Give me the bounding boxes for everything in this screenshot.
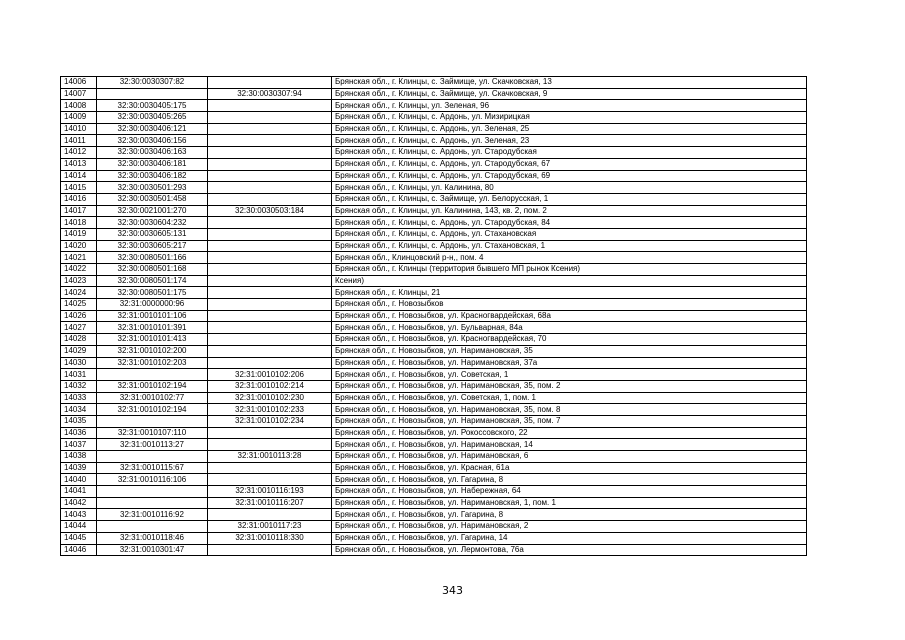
cadastral-number-cell: 32:30:0080501:166 [97,252,208,264]
address-cell: Брянская обл., г. Клинцы, с. Ардонь, ул. Стародубская, 67 [332,158,807,170]
table-row [61,334,807,346]
address-cell: Брянская обл., г. Новозыбков, ул. Наримановская, 35, пом. 2 [332,380,807,392]
table-row [61,205,807,217]
row-number-cell: 14017 [61,205,97,217]
address-cell: Ксения) [332,275,807,287]
registry-table-body [61,77,807,556]
cadastral-number-cell: 32:31:0010102:194 [97,380,208,392]
parent-cadastral-number-cell [208,193,332,205]
address-cell: Брянская обл., г. Клинцы, с. Ардонь, ул. Стародубская, 69 [332,170,807,182]
row-number-cell: 14025 [61,299,97,311]
cadastral-number-cell [97,521,208,533]
parent-cadastral-number-cell: 32:31:0010117:23 [208,521,332,533]
table-row [61,147,807,159]
cadastral-number-cell: 32:30:0030501:458 [97,193,208,205]
address-cell: Брянская обл., г. Новозыбков, ул. Красногвардейская, 68а [332,310,807,322]
parent-cadastral-number-cell [208,77,332,89]
table-row [61,404,807,416]
row-number-cell: 14012 [61,147,97,159]
parent-cadastral-number-cell: 32:30:0030503:184 [208,205,332,217]
row-number-cell: 14014 [61,170,97,182]
row-number-cell: 14046 [61,544,97,556]
table-row [61,544,807,556]
parent-cadastral-number-cell [208,357,332,369]
table-row [61,100,807,112]
parent-cadastral-number-cell [208,182,332,194]
parent-cadastral-number-cell [208,544,332,556]
parent-cadastral-number-cell [208,310,332,322]
address-cell: Брянская обл., г. Клинцы, с. Ардонь, ул. Зеленая, 25 [332,123,807,135]
cadastral-number-cell [97,369,208,381]
parent-cadastral-number-cell [208,217,332,229]
cadastral-number-cell: 32:31:0010118:46 [97,532,208,544]
table-row [61,123,807,135]
address-cell: Брянская обл., г. Клинцы, с. Ардонь, ул. Зеленая, 23 [332,135,807,147]
table-row [61,275,807,287]
address-cell: Брянская обл., г. Новозыбков, ул. Наримановская, 14 [332,439,807,451]
parent-cadastral-number-cell [208,100,332,112]
cadastral-number-cell: 32:30:0030406:182 [97,170,208,182]
cadastral-number-cell: 32:31:0010102:77 [97,392,208,404]
parent-cadastral-number-cell [208,228,332,240]
address-cell: Брянская обл., г. Клинцы, с. Займище, ул. Скачковская, 9 [332,88,807,100]
parent-cadastral-number-cell: 32:31:0010116:193 [208,486,332,498]
table-row [61,182,807,194]
cadastral-number-cell [97,415,208,427]
table-row [61,264,807,276]
row-number-cell: 14044 [61,521,97,533]
cadastral-number-cell: 32:30:0021001:270 [97,205,208,217]
address-cell: Брянская обл., г. Клинцы, с. Займище, ул. Скачковская, 13 [332,77,807,89]
table-row [61,77,807,89]
table-row [61,474,807,486]
row-number-cell: 14009 [61,112,97,124]
parent-cadastral-number-cell [208,123,332,135]
cadastral-number-cell: 32:31:0010101:413 [97,334,208,346]
row-number-cell: 14013 [61,158,97,170]
cadastral-number-cell: 32:31:0010102:194 [97,404,208,416]
cadastral-number-cell: 32:30:0030406:163 [97,147,208,159]
address-cell: Брянская обл., г. Новозыбков, ул. Бульварная, 84а [332,322,807,334]
row-number-cell: 14034 [61,404,97,416]
parent-cadastral-number-cell [208,334,332,346]
cadastral-number-cell [97,497,208,509]
address-cell: Брянская обл., г. Клинцы, с. Ардонь, ул. Мизирицкая [332,112,807,124]
parent-cadastral-number-cell [208,240,332,252]
row-number-cell: 14008 [61,100,97,112]
parent-cadastral-number-cell [208,509,332,521]
parent-cadastral-number-cell [208,135,332,147]
cadastral-number-cell: 32:31:0010116:92 [97,509,208,521]
parent-cadastral-number-cell [208,112,332,124]
address-cell: Брянская обл., г. Новозыбков, ул. Набережная, 64 [332,486,807,498]
cadastral-number-cell: 32:31:0010301:47 [97,544,208,556]
table-row [61,112,807,124]
row-number-cell: 14024 [61,287,97,299]
parent-cadastral-number-cell [208,287,332,299]
address-cell: Брянская обл., г. Клинцы, 21 [332,287,807,299]
table-row [61,439,807,451]
row-number-cell: 14007 [61,88,97,100]
parent-cadastral-number-cell [208,147,332,159]
row-number-cell: 14029 [61,345,97,357]
row-number-cell: 14042 [61,497,97,509]
table-row [61,322,807,334]
cadastral-number-cell: 32:30:0030405:265 [97,112,208,124]
address-cell: Брянская обл., Клинцовский р-н,, пом. 4 [332,252,807,264]
table-row [61,521,807,533]
row-number-cell: 14040 [61,474,97,486]
parent-cadastral-number-cell [208,322,332,334]
row-number-cell: 14030 [61,357,97,369]
table-row [61,369,807,381]
cadastral-number-cell: 32:30:0030406:156 [97,135,208,147]
row-number-cell: 14039 [61,462,97,474]
parent-cadastral-number-cell: 32:31:0010116:207 [208,497,332,509]
cadastral-number-cell: 32:30:0030605:217 [97,240,208,252]
cadastral-number-cell: 32:31:0010113:27 [97,439,208,451]
address-cell: Брянская обл., г. Новозыбков, ул. Наримановская, 2 [332,521,807,533]
parent-cadastral-number-cell [208,170,332,182]
row-number-cell: 14010 [61,123,97,135]
row-number-cell: 14036 [61,427,97,439]
address-cell: Брянская обл., г. Клинцы, ул. Зеленая, 96 [332,100,807,112]
row-number-cell: 14026 [61,310,97,322]
cadastral-number-cell: 32:30:0030501:293 [97,182,208,194]
row-number-cell: 14045 [61,532,97,544]
row-number-cell: 14015 [61,182,97,194]
table-row [61,228,807,240]
table-row [61,135,807,147]
row-number-cell: 14033 [61,392,97,404]
row-number-cell: 14037 [61,439,97,451]
cadastral-number-cell: 32:30:0030307:82 [97,77,208,89]
address-cell: Брянская обл., г. Новозыбков, ул. Гагарина, 8 [332,509,807,521]
table-row [61,357,807,369]
address-cell: Брянская обл., г. Новозыбков [332,299,807,311]
row-number-cell: 14018 [61,217,97,229]
table-row [61,88,807,100]
parent-cadastral-number-cell: 32:31:0010118:330 [208,532,332,544]
table-row [61,252,807,264]
row-number-cell: 14021 [61,252,97,264]
parent-cadastral-number-cell: 32:31:0010102:234 [208,415,332,427]
parent-cadastral-number-cell [208,252,332,264]
address-cell: Брянская обл., г. Новозыбков, ул. Гагарина, 8 [332,474,807,486]
table-row [61,287,807,299]
property-registry-table [60,76,807,556]
row-number-cell: 14031 [61,369,97,381]
parent-cadastral-number-cell [208,264,332,276]
cadastral-number-cell: 32:30:0080501:168 [97,264,208,276]
table-row [61,497,807,509]
cadastral-number-cell: 32:31:0010115:67 [97,462,208,474]
address-cell: Брянская обл., г. Новозыбков, ул. Советская, 1 [332,369,807,381]
table-row [61,532,807,544]
parent-cadastral-number-cell: 32:30:0030307:94 [208,88,332,100]
parent-cadastral-number-cell [208,158,332,170]
table-row [61,240,807,252]
parent-cadastral-number-cell: 32:31:0010113:28 [208,451,332,463]
cadastral-number-cell: 32:31:0010101:106 [97,310,208,322]
row-number-cell: 14011 [61,135,97,147]
table-row [61,380,807,392]
cadastral-number-cell: 32:30:0080501:175 [97,287,208,299]
table-row [61,415,807,427]
cadastral-number-cell: 32:31:0010102:200 [97,345,208,357]
cadastral-number-cell: 32:30:0030406:121 [97,123,208,135]
row-number-cell: 14027 [61,322,97,334]
address-cell: Брянская обл., г. Новозыбков, ул. Наримановская, 37а [332,357,807,369]
row-number-cell: 14019 [61,228,97,240]
cadastral-number-cell: 32:30:0080501:174 [97,275,208,287]
parent-cadastral-number-cell: 32:31:0010102:233 [208,404,332,416]
table-row [61,427,807,439]
cadastral-number-cell: 32:31:0010116:106 [97,474,208,486]
row-number-cell: 14022 [61,264,97,276]
table-row [61,345,807,357]
cadastral-number-cell: 32:31:0010107:110 [97,427,208,439]
cadastral-number-cell: 32:31:0010102:203 [97,357,208,369]
cadastral-number-cell: 32:30:0030406:181 [97,158,208,170]
cadastral-number-cell: 32:31:0000000:96 [97,299,208,311]
row-number-cell: 14020 [61,240,97,252]
address-cell: Брянская обл., г. Новозыбков, ул. Лермонтова, 76а [332,544,807,556]
address-cell: Брянская обл., г. Новозыбков, ул. Наримановская, 35, пом. 7 [332,415,807,427]
cadastral-number-cell [97,451,208,463]
parent-cadastral-number-cell [208,427,332,439]
row-number-cell: 14028 [61,334,97,346]
address-cell: Брянская обл., г. Клинцы, ул. Калинина, 143, кв. 2, пом. 2 [332,205,807,217]
row-number-cell: 14006 [61,77,97,89]
parent-cadastral-number-cell: 32:31:0010102:230 [208,392,332,404]
parent-cadastral-number-cell: 32:31:0010102:206 [208,369,332,381]
table-row [61,392,807,404]
table-row [61,170,807,182]
table-row [61,158,807,170]
address-cell: Брянская обл., г. Новозыбков, ул. Красногвардейская, 70 [332,334,807,346]
row-number-cell: 14023 [61,275,97,287]
table-row [61,451,807,463]
address-cell: Брянская обл., г. Клинцы, с. Ардонь, ул. Стахановская [332,228,807,240]
address-cell: Брянская обл., г. Клинцы, с. Ардонь, ул. Стародубская, 84 [332,217,807,229]
cadastral-number-cell: 32:31:0010101:391 [97,322,208,334]
address-cell: Брянская обл., г. Новозыбков, ул. Наримановская, 35, пом. 8 [332,404,807,416]
cadastral-number-cell: 32:30:0030405:175 [97,100,208,112]
parent-cadastral-number-cell: 32:31:0010102:214 [208,380,332,392]
parent-cadastral-number-cell [208,299,332,311]
address-cell: Брянская обл., г. Новозыбков, ул. Советская, 1, пом. 1 [332,392,807,404]
table-row [61,486,807,498]
table-row [61,193,807,205]
page-number: 343 [442,584,463,597]
address-cell: Брянская обл., г. Новозыбков, ул. Красная, 61а [332,462,807,474]
table-row [61,299,807,311]
table-row [61,462,807,474]
row-number-cell: 14038 [61,451,97,463]
parent-cadastral-number-cell [208,474,332,486]
address-cell: Брянская обл., г. Новозыбков, ул. Наримановская, 6 [332,451,807,463]
parent-cadastral-number-cell [208,462,332,474]
parent-cadastral-number-cell [208,345,332,357]
cadastral-number-cell: 32:30:0030604:232 [97,217,208,229]
cadastral-number-cell: 32:30:0030605:131 [97,228,208,240]
row-number-cell: 14016 [61,193,97,205]
address-cell: Брянская обл., г. Новозыбков, ул. Наримановская, 35 [332,345,807,357]
address-cell: Брянская обл., г. Новозыбков, ул. Наримановская, 1, пом. 1 [332,497,807,509]
table-row [61,217,807,229]
row-number-cell: 14035 [61,415,97,427]
table-row [61,310,807,322]
address-cell: Брянская обл., г. Клинцы, с. Ардонь, ул. Стахановская, 1 [332,240,807,252]
parent-cadastral-number-cell [208,275,332,287]
address-cell: Брянская обл., г. Клинцы, с. Ардонь, ул. Стародубская [332,147,807,159]
address-cell: Брянская обл., г. Клинцы, ул. Калинина, 80 [332,182,807,194]
address-cell: Брянская обл., г. Клинцы, с. Займище, ул. Белорусская, 1 [332,193,807,205]
address-cell: Брянская обл., г. Новозыбков, ул. Рокоссовского, 22 [332,427,807,439]
row-number-cell: 14043 [61,509,97,521]
cadastral-number-cell [97,88,208,100]
row-number-cell: 14041 [61,486,97,498]
row-number-cell: 14032 [61,380,97,392]
address-cell: Брянская обл., г. Новозыбков, ул. Гагарина, 14 [332,532,807,544]
cadastral-number-cell [97,486,208,498]
address-cell: Брянская обл., г. Клинцы (территория бывшего МП рынок Ксения) [332,264,807,276]
parent-cadastral-number-cell [208,439,332,451]
table-row [61,509,807,521]
